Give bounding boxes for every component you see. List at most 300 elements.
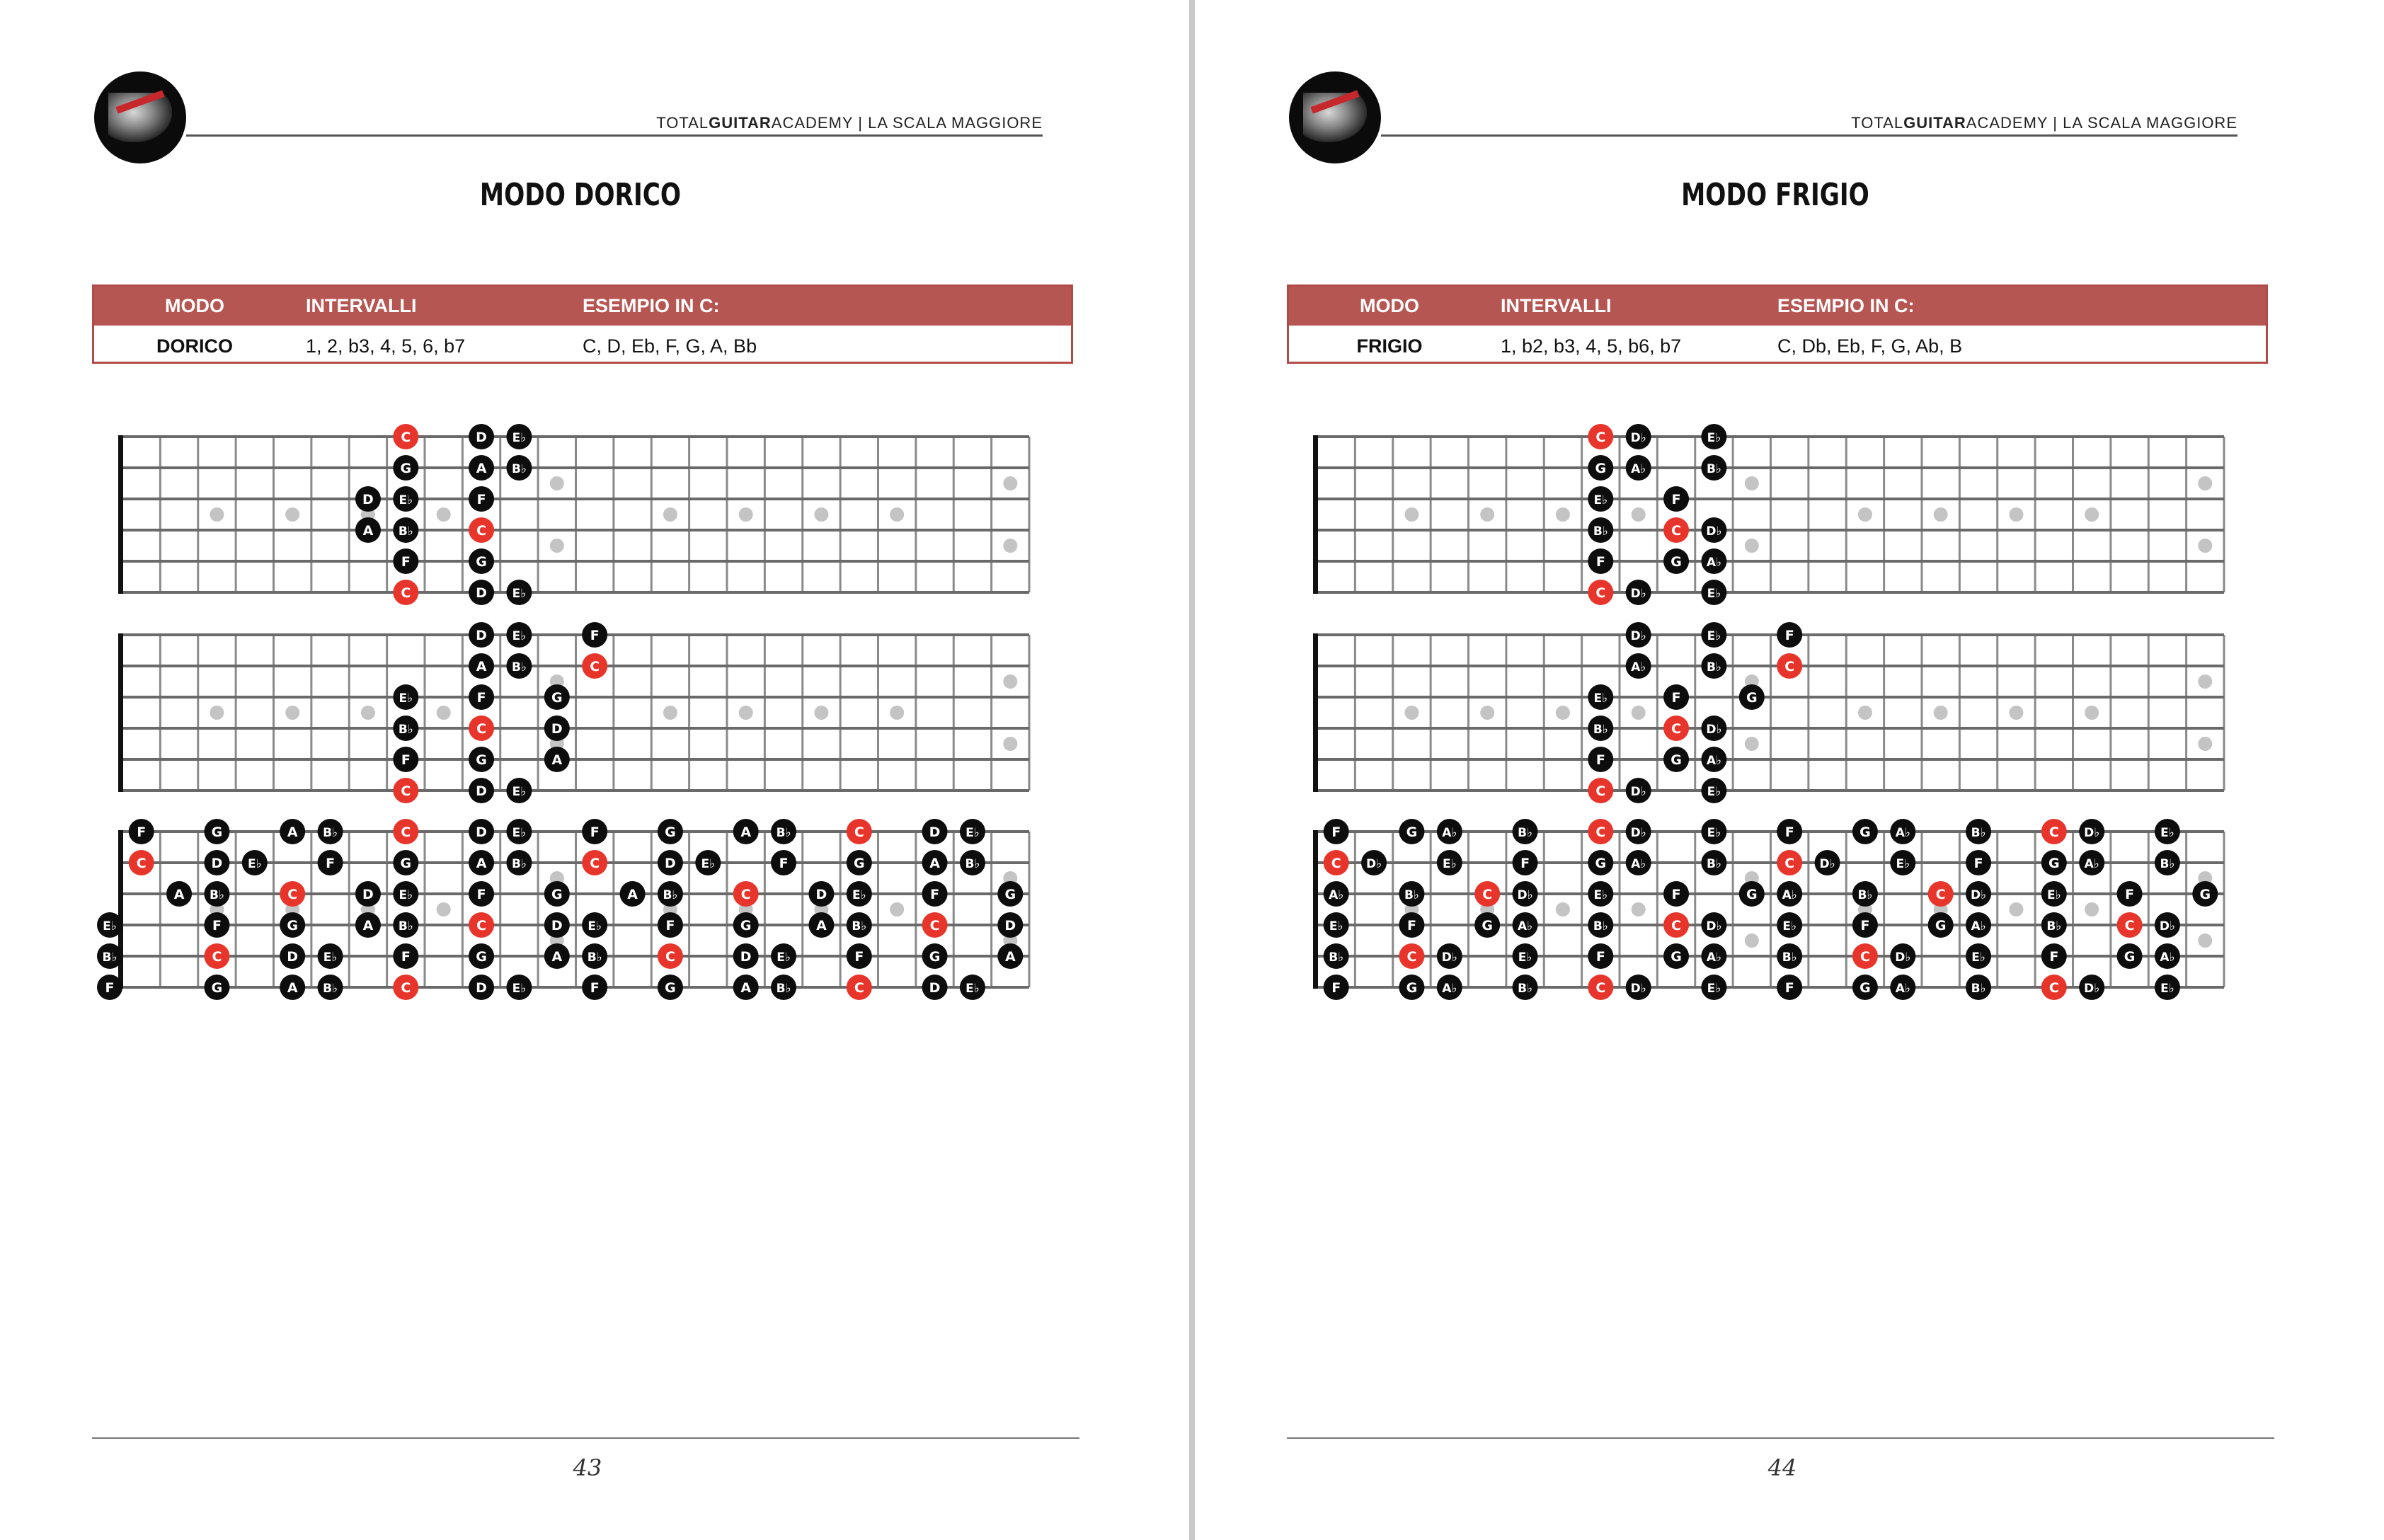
note-label: G [211, 824, 223, 840]
note-label: F [401, 752, 411, 768]
note-label: G [1406, 980, 1418, 996]
note-label: G [1004, 887, 1016, 902]
note-label: G [1670, 752, 1682, 768]
note-label: G [1935, 918, 1947, 933]
scale-note [1701, 548, 1726, 574]
scale-note [1626, 580, 1651, 605]
fret-marker [1003, 539, 1017, 553]
scale-note [1777, 943, 1802, 969]
note-label: C [401, 783, 411, 799]
fret-marker [1745, 539, 1759, 553]
scale-note [204, 975, 229, 1000]
note-label: D [362, 492, 374, 507]
header-intervals: INTERVALLI [1501, 295, 1612, 316]
scale-note [355, 881, 381, 907]
scale-note [204, 819, 229, 844]
scale-note [506, 850, 532, 875]
scale-note [1966, 819, 1991, 844]
note-label: A [476, 856, 487, 871]
note-label: E♭ [512, 982, 527, 996]
scale-note [2079, 975, 2104, 1000]
root-note [2041, 975, 2067, 1000]
fretboard-diagram-2 [118, 622, 1029, 803]
note-label: F [665, 918, 675, 933]
fret-marker [437, 507, 451, 522]
scale-note [1663, 747, 1689, 772]
note-label: C [1671, 721, 1682, 737]
scale-note [97, 912, 122, 938]
root-note [204, 943, 229, 969]
note-label: G [400, 461, 412, 476]
scale-note [280, 819, 305, 844]
note-label: A [627, 887, 638, 902]
scale-note [1966, 850, 1991, 875]
note-label: F [854, 949, 864, 965]
note-label: G [2199, 887, 2211, 902]
scale-note [695, 850, 721, 875]
scale-note [506, 622, 532, 648]
scale-note [1701, 747, 1726, 772]
root-note [1588, 819, 1613, 844]
scale-note [1324, 819, 1349, 844]
fret-marker [285, 706, 299, 720]
note-label: F [476, 690, 486, 706]
note-label: C [740, 887, 751, 902]
scale-note [318, 819, 343, 844]
note-label: D♭ [2084, 982, 2100, 996]
scale-note [1701, 424, 1726, 449]
nut [1313, 435, 1318, 594]
note-label: F [212, 918, 222, 933]
note-label: G [476, 554, 487, 570]
root-note [2041, 819, 2067, 844]
note-label: A [362, 918, 374, 933]
scale-note [1663, 881, 1689, 907]
note-label: E♭ [852, 888, 866, 902]
note-label: G [287, 918, 298, 933]
scale-note [1852, 975, 1878, 1000]
note-label: D [476, 430, 487, 445]
scale-note [1437, 850, 1462, 875]
note-label: E♭ [399, 888, 413, 902]
note-label: G [1746, 887, 1758, 902]
note-label: D♭ [1365, 857, 1382, 871]
fret-marker [1858, 706, 1872, 720]
note-label: F [1860, 918, 1870, 933]
scale-note [1701, 778, 1726, 803]
note-label: C [665, 949, 675, 965]
note-label: E♭ [965, 982, 980, 996]
scale-note [1739, 881, 1765, 907]
fret-marker [1556, 706, 1570, 720]
note-label: B♭ [1706, 660, 1721, 674]
scale-note [1399, 975, 1424, 1000]
fret-marker [1858, 507, 1872, 522]
scale-note [355, 486, 381, 512]
note-label: B♭ [965, 857, 980, 871]
note-label: E♭ [965, 826, 980, 840]
note-label: D♭ [1630, 629, 1646, 643]
scale-note [960, 975, 985, 1000]
scale-note [280, 975, 305, 1000]
root-note [469, 716, 494, 741]
scale-note [469, 622, 494, 648]
note-label: A♭ [1631, 462, 1646, 476]
fretboard-diagrams [1195, 0, 2384, 1540]
note-label: B♭ [587, 950, 602, 965]
note-label: C [929, 918, 940, 933]
note-label: F [1671, 690, 1681, 706]
note-label: F [1520, 856, 1530, 871]
page-title: MODO DORICO [479, 177, 682, 213]
scale-note [1701, 975, 1726, 1000]
scale-note [1701, 622, 1726, 648]
footer-rule [92, 1437, 1079, 1439]
root-note [1928, 881, 1954, 907]
note-label: C [1595, 783, 1606, 799]
fret-marker [550, 539, 564, 553]
fret-marker [890, 706, 904, 720]
scale-note [997, 943, 1023, 969]
note-label: C [1595, 430, 1606, 445]
note-label: C [476, 721, 487, 737]
scale-note [620, 881, 646, 907]
scale-note [733, 975, 759, 1000]
scale-note [469, 653, 494, 679]
scale-note [1701, 943, 1726, 969]
scale-note [393, 716, 418, 741]
scale-note [997, 912, 1023, 938]
note-label: F [1784, 824, 1794, 840]
fret-marker [1632, 902, 1646, 916]
header-mode: MODO [165, 295, 224, 316]
scale-note [469, 975, 494, 1000]
note-label: D♭ [1970, 888, 1987, 902]
fret-marker [2198, 539, 2212, 553]
note-label: E♭ [512, 629, 527, 643]
root-note [847, 819, 872, 844]
scale-note [2155, 943, 2180, 969]
note-label: A [816, 918, 827, 933]
note-label: C [1595, 980, 1606, 996]
note-label: B♭ [398, 919, 413, 933]
page-title: MODO FRIGIO [1681, 177, 1869, 213]
scale-note [582, 912, 607, 938]
note-label: E♭ [588, 919, 602, 933]
scale-note [544, 881, 570, 907]
note-label: B♭ [776, 982, 791, 996]
note-label: E♭ [1707, 785, 1721, 799]
scale-note [1361, 850, 1387, 875]
scale-note [204, 912, 229, 938]
fretboard-diagram-1 [118, 424, 1029, 605]
scale-note [922, 819, 948, 844]
root-note [922, 912, 948, 938]
fret-marker [1480, 507, 1494, 522]
fret-marker [2009, 507, 2023, 522]
root-note [1588, 580, 1613, 605]
note-label: C [476, 523, 487, 539]
note-label: D♭ [1630, 982, 1646, 996]
note-label: F [2125, 887, 2135, 902]
scale-note [1663, 548, 1689, 574]
scale-note [469, 943, 494, 969]
note-label: E♭ [1593, 691, 1608, 706]
note-label: F [1331, 980, 1341, 996]
note-label: D♭ [1441, 950, 1457, 965]
fret-marker [437, 706, 451, 720]
note-label: B♭ [1857, 888, 1873, 902]
fret-marker [2198, 737, 2212, 751]
scale-note [1588, 548, 1613, 574]
note-label: B♭ [1706, 462, 1721, 476]
note-label: D [476, 585, 487, 601]
fret-marker [1745, 933, 1759, 948]
scale-note [469, 684, 494, 710]
note-label: G [551, 887, 563, 902]
note-label: A [740, 980, 752, 996]
fret-marker [814, 706, 828, 720]
note-label: F [1784, 980, 1794, 996]
scale-note [1437, 975, 1462, 1000]
fret-marker [890, 507, 904, 522]
fret-marker [1556, 507, 1570, 522]
scale-note [1513, 881, 1538, 907]
scale-note [1588, 517, 1613, 543]
note-label: E♭ [2046, 888, 2061, 902]
scale-note [393, 850, 418, 875]
note-label: G [2048, 856, 2060, 871]
note-label: B♭ [398, 723, 413, 737]
note-label: D [929, 824, 941, 840]
scale-note [280, 943, 305, 969]
fretboard-diagrams [0, 0, 1189, 1540]
fret-marker [890, 902, 904, 916]
scale-note [1701, 517, 1726, 543]
scale-note [1588, 747, 1613, 772]
nut [118, 435, 123, 594]
note-label: F [1671, 492, 1681, 507]
footer-rule [1287, 1437, 2274, 1439]
scale-note [1588, 684, 1613, 710]
note-label: C [1482, 887, 1493, 902]
note-label: C [2124, 918, 2135, 933]
note-label: D♭ [1895, 950, 1911, 965]
scale-note [1588, 943, 1613, 969]
scale-note [2192, 881, 2218, 907]
note-label: A [173, 887, 185, 902]
scale-note [922, 975, 948, 1000]
scale-note [960, 850, 985, 875]
root-note [1777, 653, 1802, 679]
scale-note [393, 684, 418, 710]
scale-note [469, 819, 494, 844]
scale-note [1890, 943, 1915, 969]
note-label: E♭ [2160, 826, 2174, 840]
root-note [1852, 943, 1878, 969]
note-label: D [287, 949, 299, 965]
note-label: A♭ [1895, 982, 1910, 996]
note-label: C [401, 585, 411, 601]
note-label: B♭ [2160, 857, 2175, 871]
scale-note [658, 912, 683, 938]
scale-note [658, 975, 683, 1000]
header-section: ACADEMY | LA SCALA MAGGIORE [1966, 114, 2237, 132]
scale-note [506, 778, 532, 803]
scale-note [1324, 881, 1349, 907]
scale-note [1739, 684, 1765, 710]
scale-note [1701, 653, 1726, 679]
note-label: B♭ [1518, 826, 1533, 840]
header-section: ACADEMY | LA SCALA MAGGIORE [771, 114, 1043, 132]
fret-marker [1556, 902, 1570, 916]
fret-marker [1480, 706, 1494, 720]
scale-note [658, 850, 683, 875]
note-label: G [2124, 949, 2136, 965]
note-label: A♭ [1631, 857, 1646, 871]
note-label: E♭ [399, 493, 413, 507]
scale-note [544, 684, 570, 710]
scale-note [2079, 819, 2104, 844]
note-label: A [476, 659, 487, 674]
note-label: A♭ [1971, 919, 1986, 933]
note-label: E♭ [247, 857, 262, 871]
note-label: F [476, 887, 486, 902]
note-label: C [1859, 949, 1870, 965]
scale-note [1626, 819, 1651, 844]
note-label: E♭ [1971, 950, 1985, 965]
note-label: C [1595, 824, 1606, 840]
fret-marker [2198, 933, 2212, 948]
scale-note [393, 548, 418, 574]
fret-marker [210, 507, 224, 522]
scale-note [658, 881, 683, 907]
root-note [1663, 517, 1689, 543]
fretboard-diagram-3 [97, 819, 1029, 1000]
mode-intervals: 1, b2, b3, 4, 5, b6, b7 [1501, 335, 1682, 357]
scale-note [1513, 819, 1538, 844]
scale-note [469, 778, 494, 803]
root-note [393, 819, 418, 844]
scale-note [1890, 850, 1915, 875]
note-label: B♭ [776, 826, 791, 840]
scale-note [2041, 943, 2067, 969]
scale-note [393, 943, 418, 969]
root-note [582, 653, 607, 679]
scale-note [658, 819, 683, 844]
scale-note [1777, 975, 1802, 1000]
note-label: C [476, 918, 487, 933]
fret-marker [1934, 507, 1948, 522]
note-label: D [551, 721, 563, 737]
note-label: B♭ [102, 950, 118, 965]
scale-note [847, 912, 872, 938]
scale-note [733, 912, 759, 938]
scale-note [1399, 881, 1424, 907]
scale-note [469, 747, 494, 772]
root-note [280, 881, 305, 907]
note-label: C [401, 980, 411, 996]
fret-marker [2085, 507, 2099, 522]
scale-note [997, 881, 1023, 907]
scale-note [1890, 819, 1915, 844]
note-label: G [1595, 461, 1607, 476]
note-label: A♭ [1706, 950, 1722, 965]
note-label: D [551, 918, 563, 933]
scale-note [847, 850, 872, 875]
root-note [1399, 943, 1424, 969]
note-label: E♭ [512, 587, 527, 601]
scale-note [1777, 622, 1802, 648]
scale-note [1966, 912, 1991, 938]
note-label: B♭ [511, 462, 527, 476]
scale-note [469, 455, 494, 481]
fret-marker [814, 507, 828, 522]
note-label: A♭ [1631, 660, 1646, 674]
scale-note [1852, 819, 1878, 844]
scale-note [469, 580, 494, 605]
note-label: G [551, 690, 563, 706]
note-label: A♭ [1782, 888, 1797, 902]
note-label: B♭ [1593, 723, 1608, 737]
root-note [393, 424, 418, 449]
note-label: G [1746, 690, 1758, 706]
scale-note [393, 912, 418, 938]
scale-note [1852, 912, 1878, 938]
scale-note [97, 975, 122, 1000]
note-label: D [476, 783, 487, 799]
fret-marker [2198, 674, 2212, 689]
fret-marker [663, 706, 677, 720]
scale-note [2079, 850, 2104, 875]
note-label: C [287, 887, 298, 902]
scale-note [129, 819, 154, 844]
note-label: D [476, 628, 487, 643]
scale-note [318, 975, 343, 1000]
note-label: A♭ [1706, 754, 1722, 768]
note-label: B♭ [2046, 919, 2062, 933]
scale-note [242, 850, 268, 875]
note-label: G [1670, 949, 1682, 965]
note-label: E♭ [1518, 950, 1532, 965]
scale-note [393, 517, 418, 543]
scale-note [1815, 850, 1840, 875]
scale-note [469, 548, 494, 574]
root-note [847, 975, 872, 1000]
note-label: A♭ [1895, 826, 1910, 840]
note-label: C [1671, 523, 1682, 539]
note-label: E♭ [1442, 857, 1457, 871]
note-label: F [137, 824, 147, 840]
scale-note [771, 819, 796, 844]
scale-note [506, 455, 532, 481]
note-label: G [1595, 856, 1607, 871]
scale-note [1890, 975, 1915, 1000]
note-label: B♭ [1404, 888, 1419, 902]
root-note [469, 517, 494, 543]
header-intervals: INTERVALLI [306, 295, 417, 316]
scale-note [771, 943, 796, 969]
scale-note [355, 912, 381, 938]
fret-marker [285, 507, 299, 522]
note-label: G [929, 949, 941, 965]
note-label: B♭ [1706, 857, 1721, 871]
scale-note [204, 850, 229, 875]
note-label: A [1004, 949, 1016, 965]
root-note [1588, 424, 1613, 449]
root-note [469, 912, 494, 938]
scale-note [318, 943, 343, 969]
